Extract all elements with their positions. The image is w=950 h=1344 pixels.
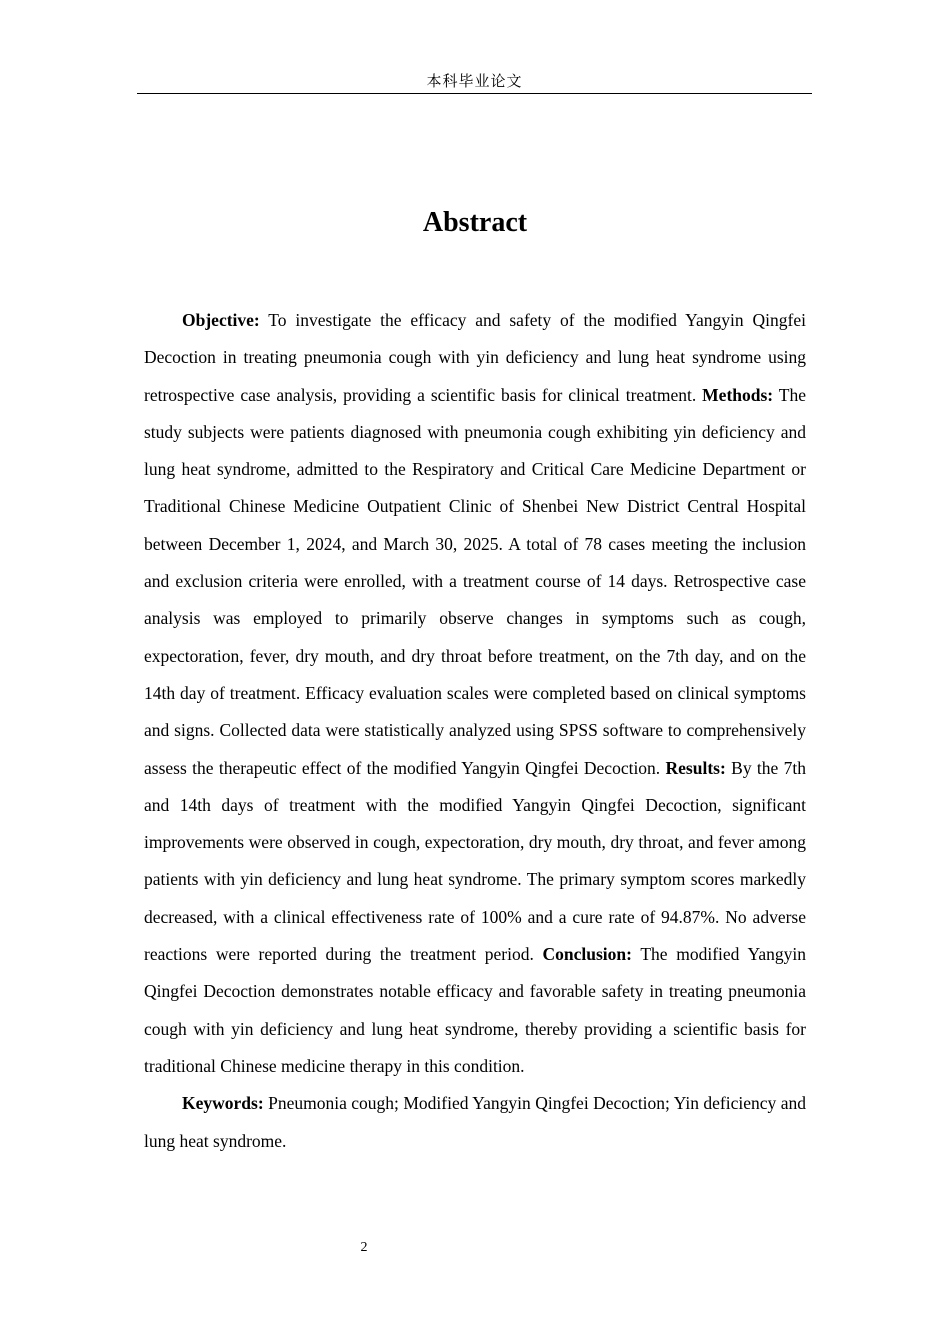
page-number: 2 <box>360 1240 368 1255</box>
methods-label: Methods: <box>702 384 774 405</box>
keywords-text: Pneumonia cough; Modified Yangyin Qingfei Decoction; Yin deficiency and lung heat syndrome. <box>144 1093 806 1151</box>
abstract-title: Abstract <box>422 207 528 238</box>
objective-label: Objective: <box>182 310 260 330</box>
running-header: 本科毕业论文 <box>137 70 812 94</box>
objective-text: To investigate the efficacy and safety of the modified Yangyin Qingfei Decoction in treating pneumonia cough with yin deficiency and lung heat syndrome using retrospective case analysis, providing a scientific basis for clinical treatment. <box>144 310 806 405</box>
methods-text: The study subjects were patients diagnosed with pneumonia cough exhibiting yin deficiency and lung heat syndrome, admitted to the Respiratory and Critical Care Medicine Department or Traditional Chinese Medicine Outpatient Clinic of Shenbei New District Central Hospital between December 1, 2024, and March 30, 2025. A total of 78 cases meeting the inclusion and exclusion criteria were enrolled, with a treatment course of 14 days. Retrospective case analysis was employed to primarily observe changes in symptoms such as cough, expectoration, fever, dry mouth, and dry throat before treatment, on the 7th day, and on the 14th day of treatment. Efficacy evaluation scales were completed based on clinical symptoms and signs. Collected data were statistically analyzed using SPSS software to comprehensively assess the therapeutic effect of the modified Yangyin Qingfei Decoction. <box>144 384 806 778</box>
conclusion-label: Conclusion: <box>542 944 632 965</box>
conclusion-text: The modified Yangyin Qingfei Decoction demonstrates notable efficacy and favorable safety in treating pneumonia cough with yin deficiency and lung heat syndrome, thereby providing a scientific basis for traditional Chinese medicine therapy in this condition. <box>144 944 806 1076</box>
keywords-label: Keywords: <box>182 1093 264 1114</box>
abstract-body <box>144 302 806 1160</box>
abstract-paragraph <box>144 302 806 1085</box>
results-text: By the 7th and 14th days of treatment with the modified Yangyin Qingfei Decoction, significant improvements were observed in cough, expectoration, dry mouth, dry throat, and fever among patients with yin deficiency and lung heat syndrome. The primary symptom scores markedly decreased, with a clinical effectiveness rate of 100% and a cure rate of 94.87%. No adverse reactions were reported during the treatment period. <box>144 757 806 965</box>
results-label: Results: <box>665 757 726 778</box>
keywords-paragraph <box>144 1085 806 1160</box>
